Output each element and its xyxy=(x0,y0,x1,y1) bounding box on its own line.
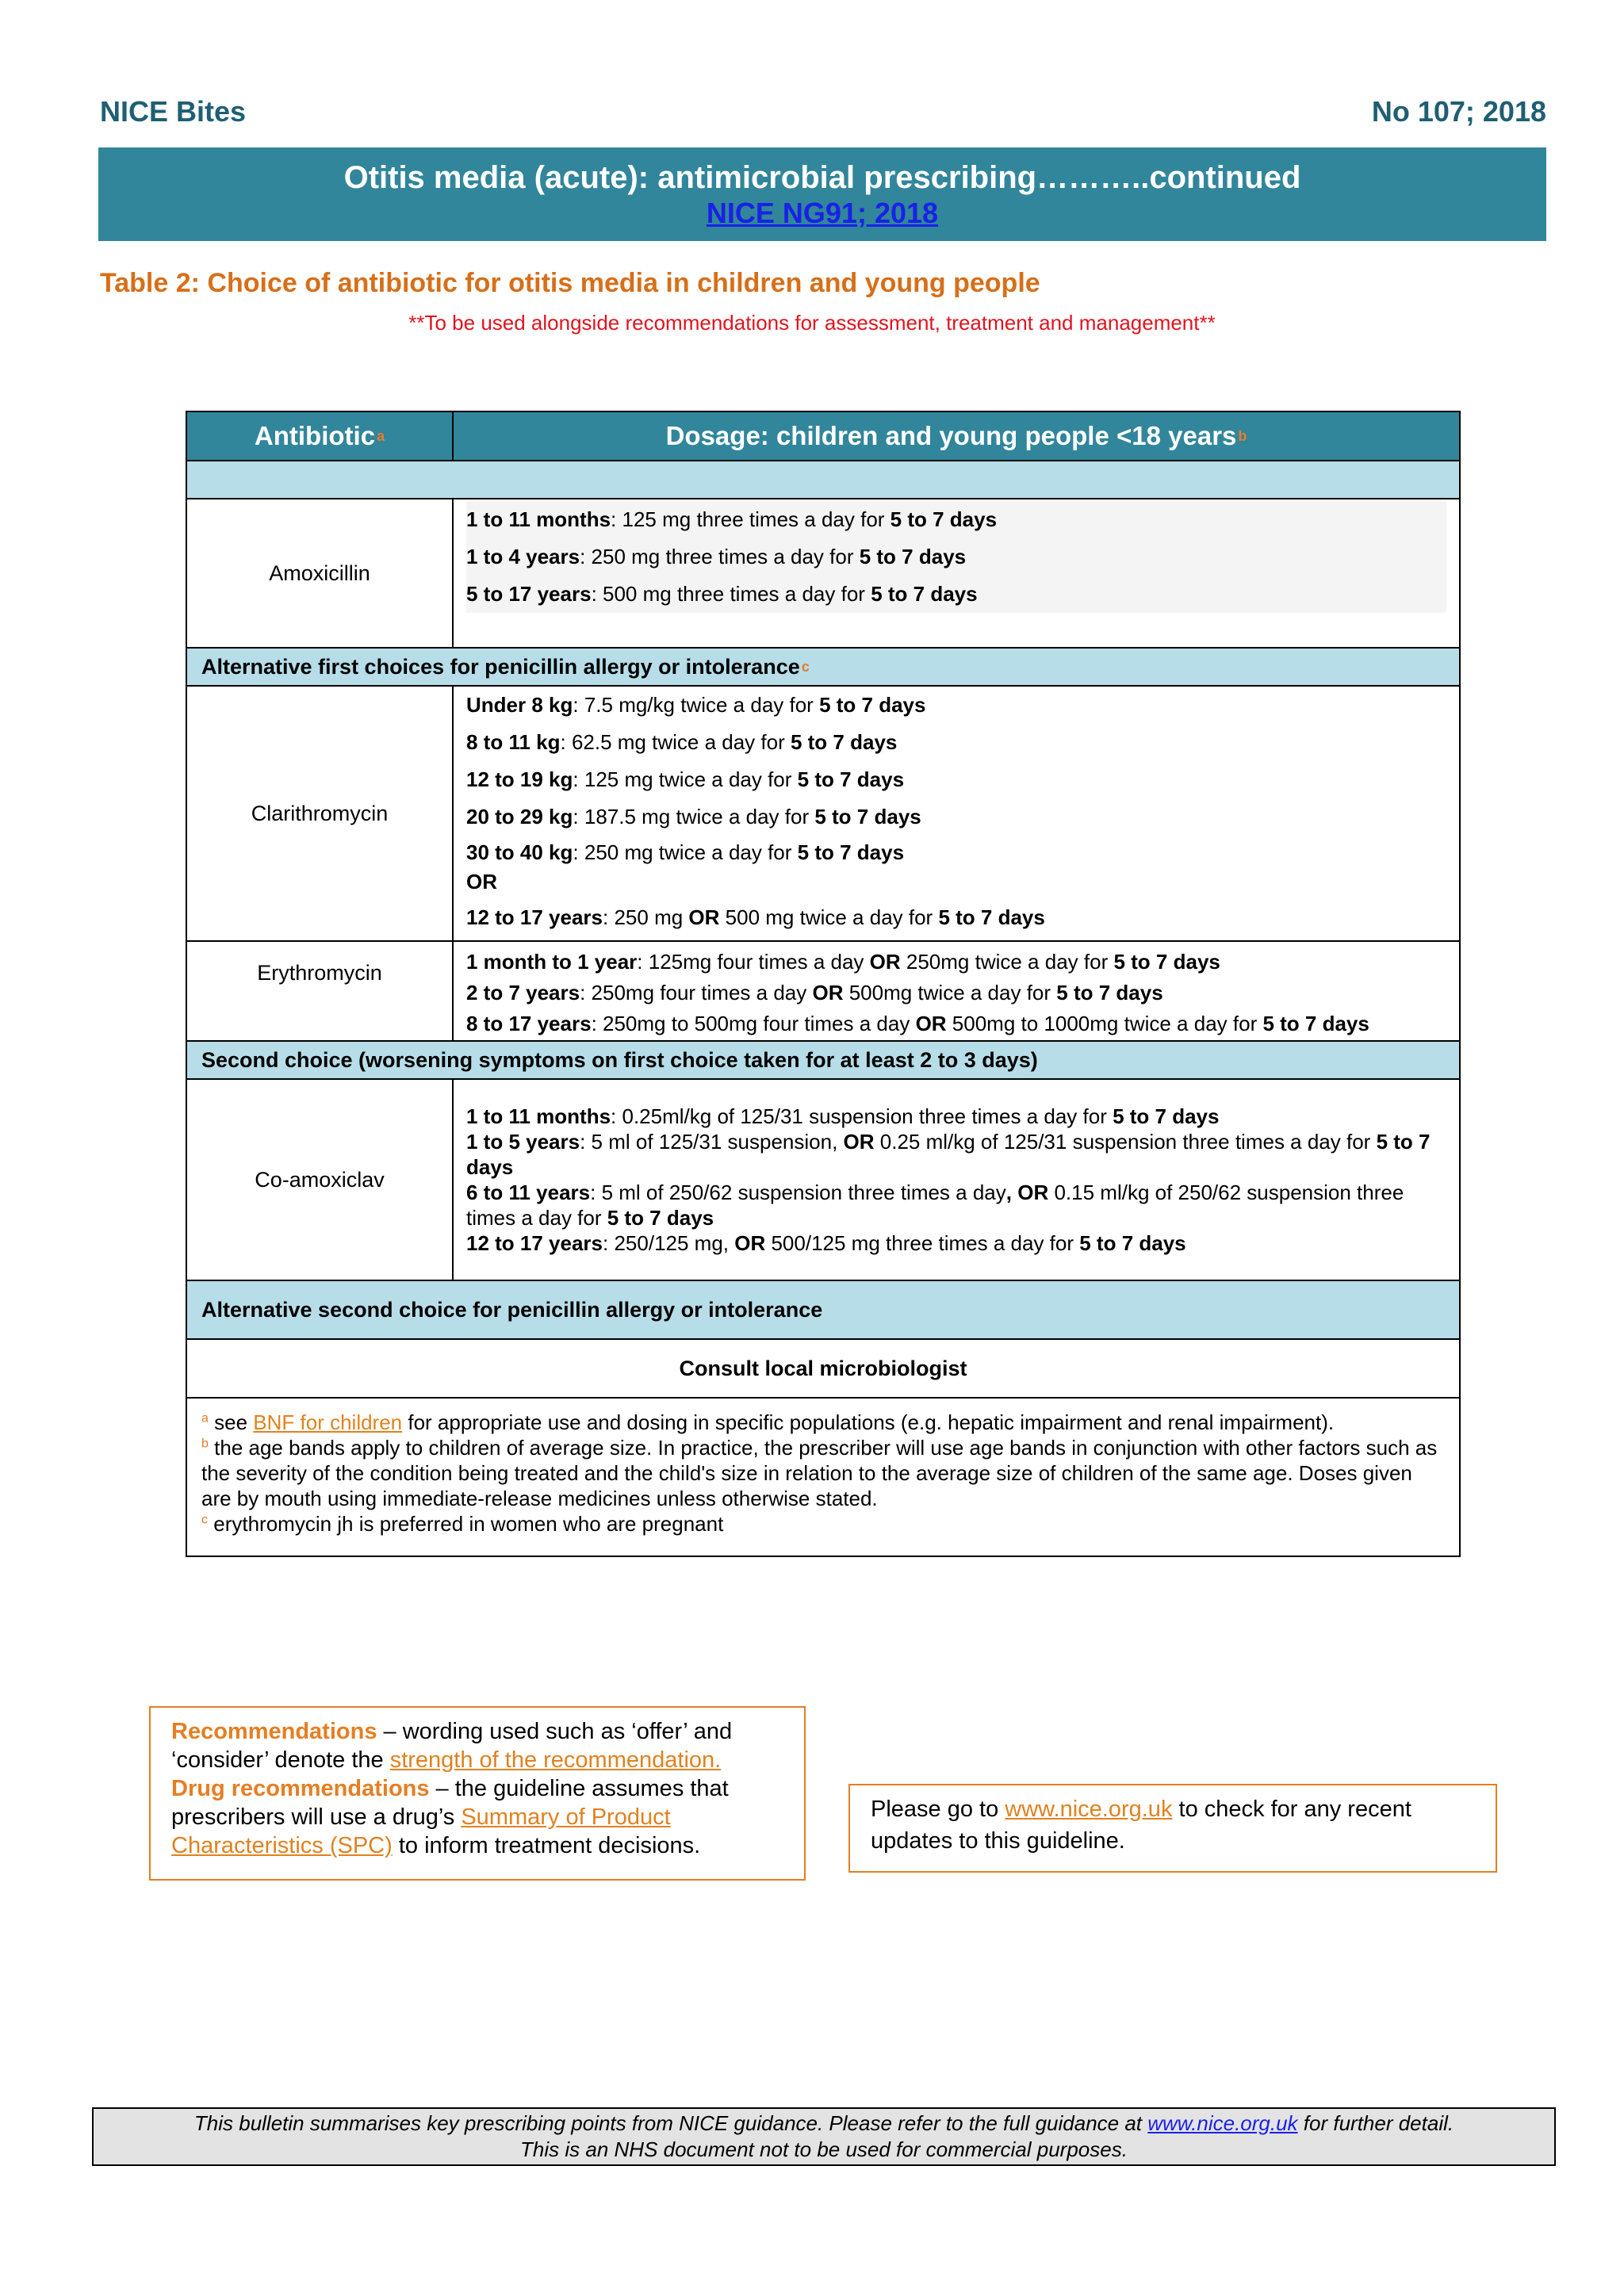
dose-line xyxy=(466,1180,1446,1230)
header-antibiotic: Antibiotic a xyxy=(187,412,454,460)
dose-band: 1 month to 1 year xyxy=(466,950,638,974)
footer-text: This bulletin summarises key prescribing points from NICE guidance. Please refer to the full guidance at xyxy=(193,2111,1148,2135)
bnf-children-link[interactable]: BNF for children xyxy=(253,1410,403,1434)
dose-band: 1 to 5 years xyxy=(466,1130,580,1154)
dose-text: : 5 ml of 125/31 suspension, xyxy=(580,1130,844,1154)
drug-text-end: to inform treatment decisions. xyxy=(392,1833,701,1858)
dose-band: 1 to 11 months xyxy=(466,507,611,531)
drug-name: Amoxicillin xyxy=(187,499,454,647)
or-word: OR xyxy=(869,950,901,974)
dose-text: 0.25 ml/kg of 125/31 suspension three times a day for xyxy=(874,1130,1377,1154)
dose-band: 1 to 11 months xyxy=(466,1104,611,1128)
table-title: Table 2: Choice of antibiotic for otitis media in children and young people xyxy=(100,268,1040,298)
dose-line xyxy=(466,947,1446,978)
dose-text: : 0.25ml/kg of 125/31 suspension three times a day for xyxy=(611,1104,1113,1128)
recommendations-label: Recommendations xyxy=(171,1719,377,1744)
dose-line xyxy=(466,687,1446,724)
drug-text: – the guideline assumes that prescribers will use a drug’s xyxy=(171,1776,729,1830)
dose-text: : 250 mg twice a day for xyxy=(573,840,798,864)
dose-line xyxy=(466,538,1446,576)
footer-line-2: This is an NHS document not to be used for commercial purposes. xyxy=(520,2137,1128,2161)
dose-duration: 5 to 7 days xyxy=(819,693,926,717)
dose-duration: 5 to 7 days xyxy=(797,840,905,864)
dosage-cell xyxy=(454,942,1459,1040)
or-word: OR xyxy=(734,1231,766,1255)
dose-text: : 5 ml of 250/62 suspension three times a day xyxy=(590,1181,1006,1204)
guideline-link[interactable]: NICE NG91; 2018 xyxy=(706,197,939,229)
dose-text: 500mg to 1000mg twice a day for xyxy=(946,1012,1263,1035)
strength-link[interactable]: strength of the recommendation. xyxy=(389,1747,722,1773)
dose-text: 500/125 mg three times a day for xyxy=(765,1231,1080,1255)
drug-name: Erythromycin xyxy=(187,942,454,1040)
page-title: Otitis media (acute): antimicrobial prescribing………..continued xyxy=(343,160,1301,195)
footnote-mark: b xyxy=(201,1437,209,1451)
header-dosage-label: Dosage: children and young people <18 years xyxy=(665,421,1237,450)
dose-band: 6 to 11 years xyxy=(466,1181,591,1204)
dose-text: : 62.5 mg twice a day for xyxy=(560,730,791,754)
dose-line xyxy=(466,978,1446,1008)
footnote-b xyxy=(201,1435,1445,1511)
dose-text: : 187.5 mg twice a day for xyxy=(573,805,815,828)
table-row xyxy=(187,942,1459,1042)
dosage-cell xyxy=(454,1080,1459,1280)
dose-duration: 5 to 7 days xyxy=(938,905,1045,929)
dose-band: 8 to 17 years xyxy=(466,1012,592,1035)
or-word: OR xyxy=(915,1012,947,1035)
consult-row: Consult local microbiologist xyxy=(187,1340,1459,1399)
second-choice-band: Second choice (worsening symptoms on first choice taken for at least 2 to 3 days) xyxy=(187,1042,1459,1080)
dose-text: : 125mg four times a day xyxy=(637,950,870,974)
drug-name: Clarithromycin xyxy=(187,687,454,940)
dose-line xyxy=(466,1008,1446,1039)
dose-line xyxy=(466,761,1446,798)
dose-duration: 5 to 7 days xyxy=(1056,981,1163,1004)
dose-text: 0.15 ml/kg of 250/62 suspension three times a day for xyxy=(466,1181,1404,1230)
drug-recommendations-label: Drug recommendations xyxy=(171,1776,430,1801)
or-word: OR xyxy=(812,981,844,1004)
comma: , xyxy=(1005,1181,1012,1204)
dose-band: 8 to 11 kg xyxy=(466,730,561,754)
dose-band: 12 to 17 years xyxy=(466,1231,603,1255)
dose-duration: 5 to 7 days xyxy=(1113,1104,1220,1128)
table-row xyxy=(187,1080,1459,1281)
drug-name: Co-amoxiclav xyxy=(187,1080,454,1280)
dose-band: 2 to 7 years xyxy=(466,981,580,1004)
dose-text: : 125 mg three times a day for xyxy=(611,507,891,531)
footnote-mark: c xyxy=(201,1513,208,1527)
footnote-text: see xyxy=(214,1410,254,1434)
footnotes-body xyxy=(201,1410,1445,1536)
dose-band: 20 to 29 kg xyxy=(466,805,573,828)
dose-line xyxy=(466,1104,1446,1129)
dose-text: : 7.5 mg/kg twice a day for xyxy=(573,693,820,717)
header-dosage: Dosage: children and young people <18 years b xyxy=(665,421,1247,450)
dose-line xyxy=(466,836,1446,869)
dose-text: 250mg twice a day for xyxy=(900,950,1114,974)
table-row xyxy=(187,499,1459,649)
dose-text: : 250/125 mg, xyxy=(603,1231,735,1255)
dose-line xyxy=(466,798,1446,836)
recommendations-box xyxy=(149,1706,806,1881)
spc-link[interactable]: Summary of Product Characteristics (SPC) xyxy=(171,1804,671,1858)
dose-line xyxy=(466,894,1446,940)
dose-duration: 5 to 7 days xyxy=(871,582,978,606)
dose-text: : 250mg to 500mg four times a day xyxy=(591,1012,916,1035)
issue-number: No 107; 2018 xyxy=(1371,95,1546,128)
dose-band: 12 to 17 years xyxy=(466,905,603,929)
dose-line xyxy=(466,576,1446,613)
footnote-mark: a xyxy=(201,1411,209,1425)
dose-duration: 5 to 7 days xyxy=(607,1206,714,1230)
updates-box xyxy=(848,1784,1497,1873)
antibiotic-table xyxy=(186,411,1461,1557)
page-footer xyxy=(92,2107,1556,2166)
dose-line xyxy=(466,1230,1446,1256)
dose-text: : 125 mg twice a day for xyxy=(573,767,798,791)
dose-text: 500mg twice a day for xyxy=(843,981,1057,1004)
dose-band: 30 to 40 kg xyxy=(466,840,573,864)
dose-line xyxy=(466,724,1446,761)
band-label: Alternative first choices for penicillin allergy or intolerance xyxy=(201,654,800,679)
dosage-cell xyxy=(454,687,1459,940)
or-word: OR xyxy=(843,1130,875,1154)
footnote-text: for appropriate use and dosing in specific populations (e.g. hepatic impairment and renal impairment). xyxy=(402,1410,1335,1434)
table-note: **To be used alongside recommendations for assessment, treatment and management** xyxy=(408,311,1216,335)
page-header xyxy=(100,95,1546,133)
dose-duration: 5 to 7 days xyxy=(890,507,998,531)
dose-text: 500 mg twice a day for xyxy=(719,905,939,929)
dose-band: 12 to 19 kg xyxy=(466,767,573,791)
dash-text: – wording used such as ‘offer’ and ‘consider’ denote the xyxy=(171,1719,733,1773)
dose-duration: 5 to 7 days xyxy=(814,805,921,828)
alternative-second-choice-band: Alternative second choice for penicillin allergy or intolerance xyxy=(187,1281,1459,1340)
alternative-first-choice-band: Alternative first choices for penicillin allergy or intolerance c xyxy=(187,649,1459,687)
dose-band: Under 8 kg xyxy=(466,693,573,717)
or-word: OR xyxy=(688,905,720,929)
dose-band: 5 to 17 years xyxy=(466,582,592,606)
footnote-c xyxy=(201,1511,1445,1536)
dose-text: : 500 mg three times a day for xyxy=(591,582,871,606)
dose-text: : 250 mg xyxy=(603,905,689,929)
dose-duration: 5 to 7 days xyxy=(1079,1231,1186,1255)
title-banner xyxy=(98,147,1546,241)
publication-name: NICE Bites xyxy=(100,95,247,128)
nice-website-link[interactable]: www.nice.org.uk xyxy=(1005,1797,1173,1822)
table-header-row xyxy=(187,412,1459,461)
dose-duration: 5 to 7 days xyxy=(797,767,905,791)
footer-text: for further detail. xyxy=(1297,2111,1454,2135)
footer-nice-link[interactable]: www.nice.org.uk xyxy=(1147,2111,1298,2135)
table-row xyxy=(187,687,1459,942)
dosage-cell xyxy=(454,499,1459,647)
first-choice-band xyxy=(187,461,1459,499)
footnote-a xyxy=(201,1410,1445,1435)
footnote-text: erythromycin jh is preferred in women who are pregnant xyxy=(213,1512,724,1536)
dose-duration: 5 to 7 days xyxy=(859,545,967,568)
dose-duration: 5 to 7 days xyxy=(790,730,898,754)
dose-band: 1 to 4 years xyxy=(466,545,580,568)
or-word: OR xyxy=(1017,1181,1049,1204)
or-separator: OR xyxy=(466,870,497,894)
footer-line-1 xyxy=(94,2110,1554,2137)
updates-text: Please go to xyxy=(871,1797,1005,1822)
dose-duration: 5 to 7 days xyxy=(1113,950,1220,974)
dose-text: : 250 mg three times a day for xyxy=(580,545,860,568)
footnotes xyxy=(187,1399,1459,1556)
header-antibiotic-label: Antibiotic xyxy=(254,421,376,450)
dose-line xyxy=(466,1129,1446,1180)
dose-line xyxy=(466,501,1446,538)
dose-duration: 5 to 7 days xyxy=(1262,1012,1369,1035)
dose-text: : 250mg four times a day xyxy=(580,981,813,1004)
dose-duration: 5 to 7 days xyxy=(466,1130,1431,1179)
footnote-text: the age bands apply to children of average size. In practice, the prescriber will use age bands in conjunction with other factors such as the severity of the condition being treated and the child's size in relation to the average size of children of the same age. Doses given are by mouth using immediate-release medicines unless otherwise stated. xyxy=(201,1436,1438,1510)
updates-text-end: to check for any recent updates to this guideline. xyxy=(871,1797,1411,1854)
